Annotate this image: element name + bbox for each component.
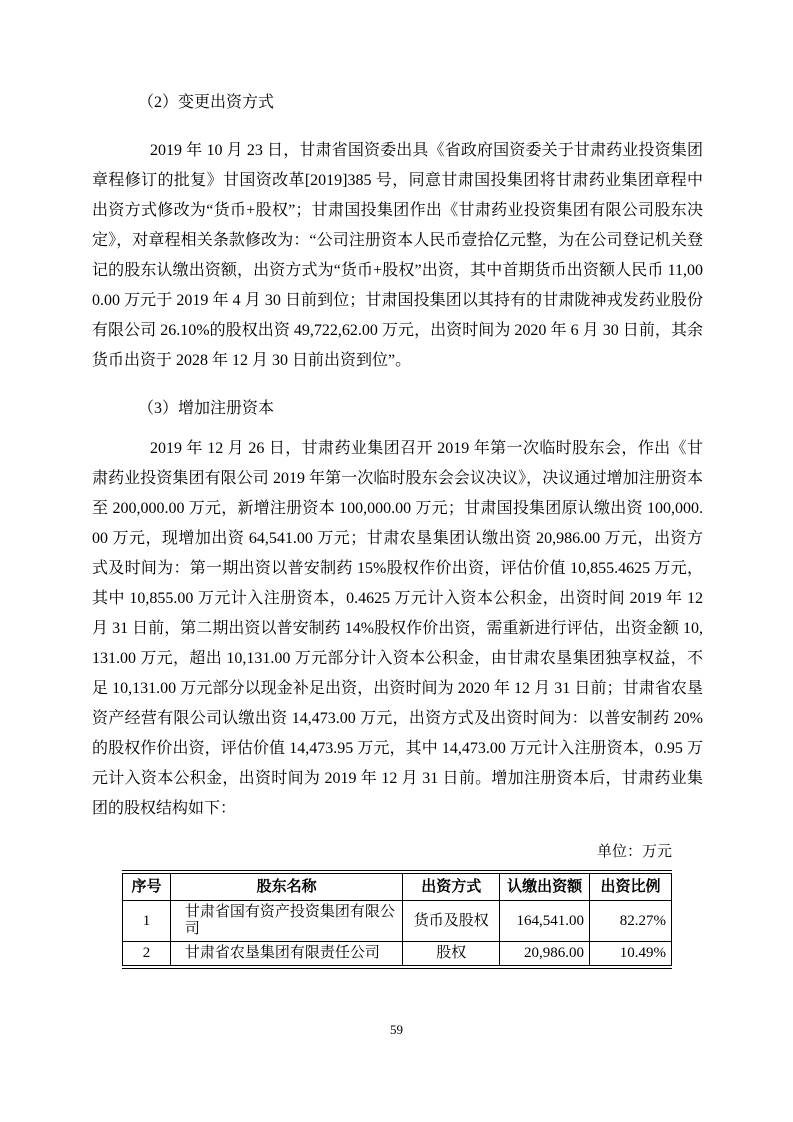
row2-contribution-ratio: 10.49% (590, 942, 672, 968)
paragraph-change-contribution-method: 2019 年 10 月 23 日，甘肃省国资委出具《省政府国资委关于甘肃药业投资集团章程修订的批复》甘国资改革[2019]385 号，同意甘肃国投集团将甘肃药业集团章程中出资方式修改为“货币+股权”；甘肃国投集团作出《甘肃药业投资集团有限公司股东决定》，对章程相关条款修改为：“公司注册资本人民币壹拾亿元整，为在公司登记机关登记的股东认缴出资额，出资方式为“货币+股权”出资，其中首期货币出资额人民币 11,000.00 万元于 2019 年 4 月 30 日前到位；甘肃国投集团以其持有的甘肃陇神戎发药业股份有限公司 26.10%的股权出资 49,722,62.00 万元，出资时间为 2020 年 6 月 30 日前，其余货币出资于 2028 年 12 月 30 日前出资到位”。 (92, 142, 703, 369)
row2-contribution-method: 股权 (403, 942, 500, 968)
row2-index: 2 (123, 942, 171, 968)
row1-contribution-ratio: 82.27% (590, 901, 672, 942)
row1-subscribed-amount: 164,541.00 (500, 901, 590, 942)
shareholder-structure-table (122, 870, 672, 969)
section-heading-increase-registered-capital: （3）增加注册资本 (138, 400, 275, 417)
page-content (92, 88, 703, 969)
header-index: 序号 (123, 872, 171, 901)
table-row (123, 901, 672, 942)
table-header-row (123, 872, 672, 901)
paragraph-increase-registered-capital: 2019 年 12 月 26 日，甘肃药业集团召开 2019 年第一次临时股东会，作出《甘肃药业投资集团有限公司 2019 年第一次临时股东会会议决议》，决议通过增加注册资本至 200,000.00 万元，新增注册资本 100,000.00 万元；甘肃国投集团原认缴出资 100,000.00 万元，现增加出资 64,541.00 万元；甘肃农垦集团认缴出资 20,986.00 万元，出资方式及时间为：第一期出资以普安制药 15%股权作价出资，评估价值 10,855.4625 万元，其中 10,855.00 万元计入注册资本，0.4625 万元计入资本公积金，出资时间 2019 年 12 月 31 日前，第二期出资以普安制药 14%股权作价出资，需重新进行评估，出资金额 10,131.00 万元，超出 10,131.00 万元部分计入资本公积金，由甘肃农垦集团独享权益，不足 10,131.00 万元部分以现金补足出资，出资时间为 2020 年 12 月 31 日前；甘肃省农垦资产经营有限公司认缴出资 14,473.00 万元，出资方式及出资时间为：以普安制药 20%的股权作价出资，评估价值 14,473.95 万元，其中 14,473.00 万元计入注册资本，0.95 万元计入资本公积金，出资时间为 2019 年 12 月 31 日前。增加注册资本后，甘肃药业集团的股权结构如下： (92, 440, 703, 817)
header-shareholder-name: 股东名称 (170, 872, 402, 901)
header-contribution-method: 出资方式 (403, 872, 500, 901)
table-row (123, 942, 672, 968)
section-heading-change-contribution-method: （2）变更出资方式 (138, 94, 275, 111)
row1-index: 1 (123, 901, 171, 942)
page-number: 59 (390, 1022, 403, 1037)
row2-subscribed-amount: 20,986.00 (500, 942, 590, 968)
header-subscribed-amount: 认缴出资额 (500, 872, 590, 901)
row1-shareholder-name: 甘肃省国有资产投资集团有限公司 (170, 901, 402, 942)
header-contribution-ratio: 出资比例 (590, 872, 672, 901)
row2-shareholder-name: 甘肃省农垦集团有限责任公司 (170, 942, 402, 968)
unit-label: 单位：万元 (596, 844, 672, 860)
row1-contribution-method: 货币及股权 (403, 901, 500, 942)
